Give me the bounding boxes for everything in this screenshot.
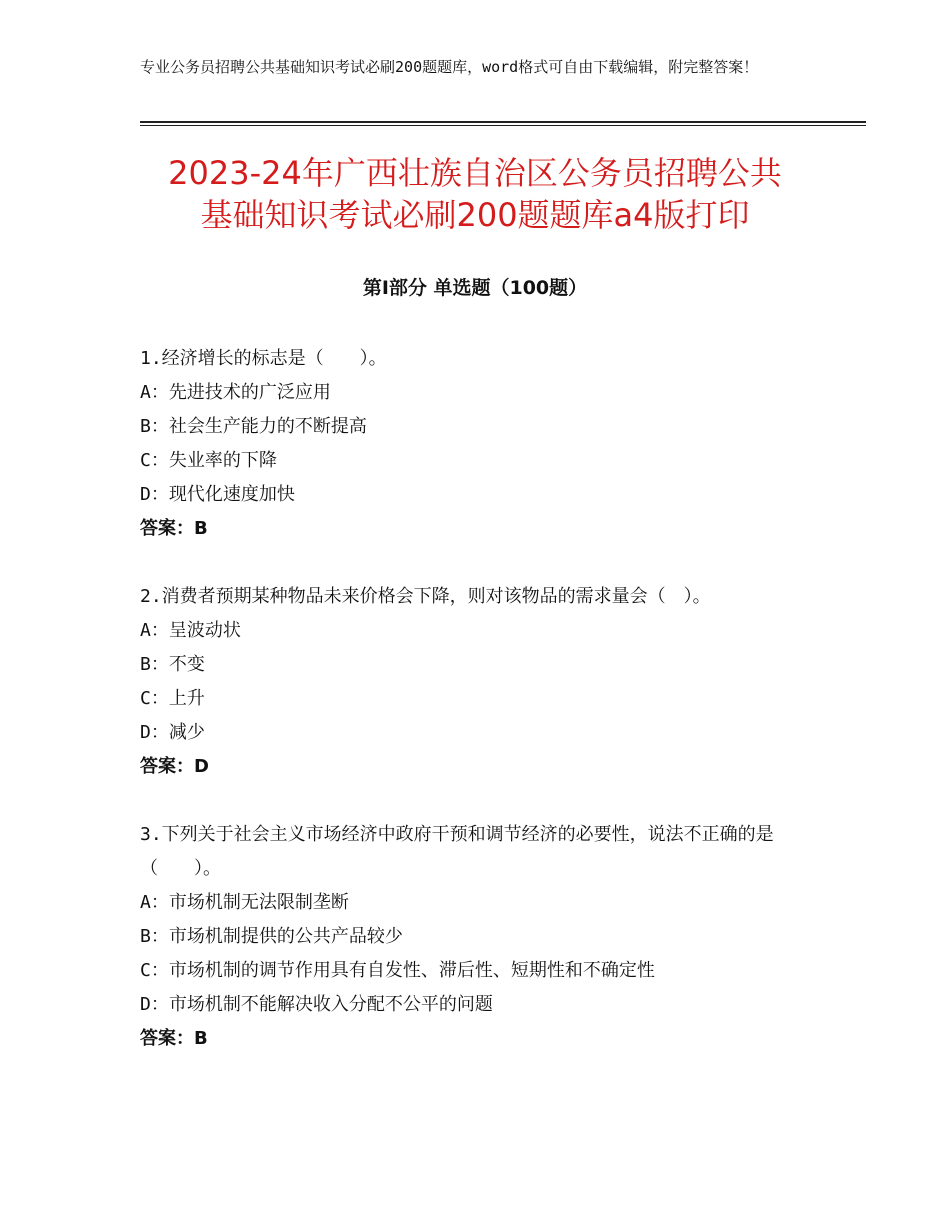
title-line-1: 2023-24年广西壮族自治区公务员招聘公共 (168, 154, 782, 192)
option-c: C：失业率的下降 (140, 450, 277, 471)
option-d: D：市场机制不能解决收入分配不公平的问题 (140, 994, 493, 1015)
document-title (0, 152, 950, 236)
question-stem: 2.消费者预期某种物品未来价格会下降，则对该物品的需求量会（ ）。 (140, 586, 711, 607)
question-stem: 3.下列关于社会主义市场经济中政府干预和调节经济的必要性，说法不正确的是（ ）。 (140, 824, 774, 879)
option-b: B：社会生产能力的不断提高 (140, 416, 367, 437)
option-a: A：呈波动状 (140, 620, 241, 641)
answer: 答案：B (140, 1028, 208, 1049)
header-divider-thick (140, 121, 866, 123)
question-list (140, 342, 800, 1090)
header-divider-thin (140, 125, 866, 126)
header-note: 专业公务员招聘公共基础知识考试必刷200题题库，word格式可自由下载编辑，附完整答案！ (140, 58, 759, 76)
option-d: D：减少 (140, 722, 205, 743)
option-d: D：现代化速度加快 (140, 484, 295, 505)
question-1 (140, 342, 800, 546)
section-title: 第Ⅰ部分 单选题（100题） (362, 277, 588, 299)
option-b: B：市场机制提供的公共产品较少 (140, 926, 403, 947)
option-a: A：先进技术的广泛应用 (140, 382, 331, 403)
question-stem: 1.经济增长的标志是（ ）。 (140, 348, 387, 369)
answer: 答案：D (140, 756, 209, 777)
option-c: C：市场机制的调节作用具有自发性、滞后性、短期性和不确定性 (140, 960, 655, 981)
question-2 (140, 580, 800, 784)
option-c: C：上升 (140, 688, 205, 709)
option-b: B：不变 (140, 654, 205, 675)
answer: 答案：B (140, 518, 208, 539)
title-line-2: 基础知识考试必刷200题题库a4版打印 (200, 196, 750, 234)
question-3 (140, 818, 800, 1056)
option-a: A：市场机制无法限制垄断 (140, 892, 349, 913)
